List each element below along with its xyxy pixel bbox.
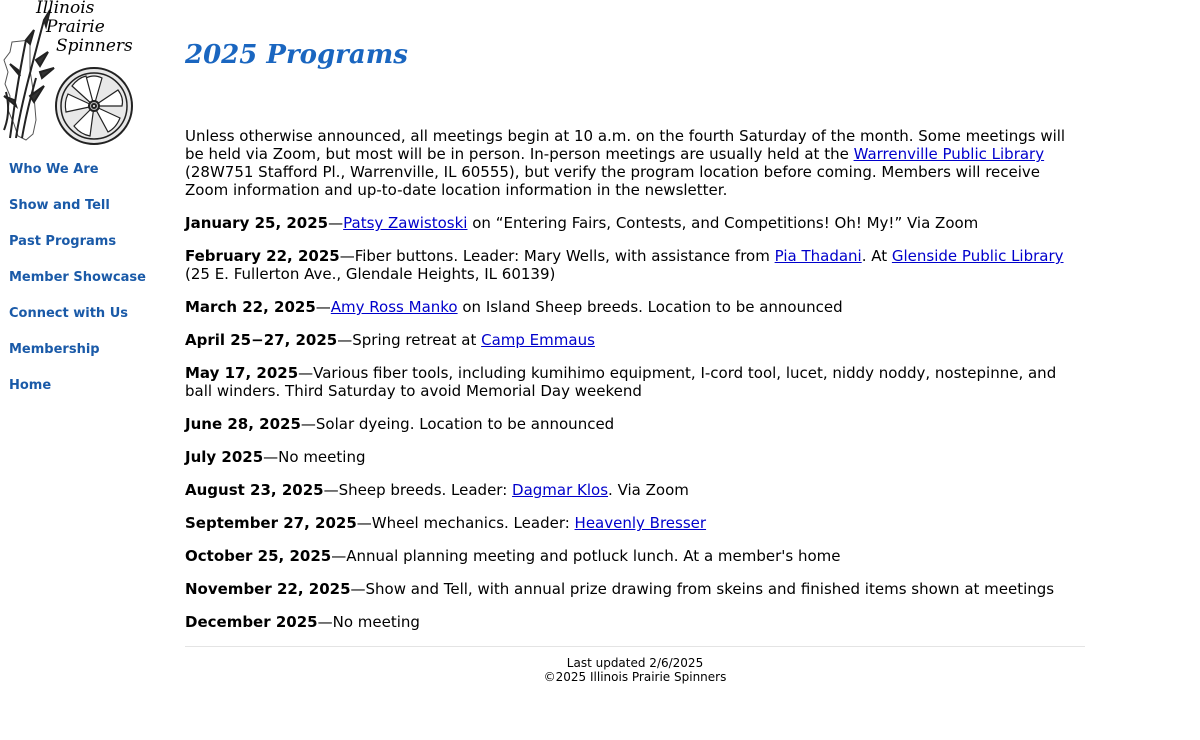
program-date: December 2025 — [185, 613, 318, 631]
program-date: July 2025 — [185, 448, 264, 466]
program-item — [185, 415, 1085, 433]
program-date: March 22, 2025 — [185, 298, 316, 316]
nav-membership[interactable]: Membership — [9, 342, 100, 357]
program-item — [185, 298, 1085, 316]
program-text: (25 E. Fullerton Ave., Glendale Heights, IL 60139) — [185, 265, 556, 283]
warrenville-library-link[interactable]: Warrenville Public Library — [853, 145, 1045, 163]
program-item — [185, 514, 1085, 532]
program-date: September 27, 2025 — [185, 514, 357, 532]
heavenly-bresser-link[interactable]: Heavenly Bresser — [574, 514, 707, 532]
program-item — [185, 481, 1085, 499]
program-text: —Sheep breeds. Leader: — [323, 481, 513, 499]
program-item — [185, 580, 1085, 598]
program-text: on “Entering Fairs, Contests, and Competitions! Oh! My!” Via Zoom — [467, 214, 979, 232]
program-text: — — [315, 298, 331, 316]
glenside-library-link[interactable]: Glenside Public Library — [891, 247, 1064, 265]
program-date: August 23, 2025 — [185, 481, 324, 499]
program-date: April 25−27, 2025 — [185, 331, 338, 349]
program-item — [185, 364, 1085, 400]
program-text: — — [328, 214, 344, 232]
copyright: ©2025 Illinois Prairie Spinners — [543, 670, 727, 684]
spinning-wheel-icon — [56, 68, 132, 144]
program-text: —Fiber buttons. Leader: Mary Wells, with assistance from — [339, 247, 775, 265]
nav-past-programs[interactable]: Past Programs — [9, 234, 117, 249]
program-date: November 22, 2025 — [185, 580, 351, 598]
program-date: May 17, 2025 — [185, 364, 299, 382]
program-item — [185, 448, 1085, 466]
site-logo[interactable] — [0, 0, 145, 150]
program-item — [185, 247, 1085, 283]
main-content — [185, 36, 1085, 684]
illinois-outline — [4, 40, 36, 140]
program-text: —Annual planning meeting and potluck lunch. At a member's home — [331, 547, 841, 565]
dagmar-klos-link[interactable]: Dagmar Klos — [512, 481, 609, 499]
logo-line-2: Prairie — [46, 17, 105, 37]
nav-home[interactable]: Home — [9, 378, 52, 393]
footer-divider — [185, 646, 1085, 647]
program-item — [185, 613, 1085, 631]
footer — [185, 656, 1085, 684]
program-item — [185, 214, 1085, 232]
program-text: —No meeting — [317, 613, 420, 631]
logo-line-3: Spinners — [56, 36, 133, 56]
patsy-zawistoski-link[interactable]: Patsy Zawistoski — [343, 214, 468, 232]
camp-emmaus-link[interactable]: Camp Emmaus — [481, 331, 595, 349]
program-date: January 25, 2025 — [185, 214, 329, 232]
program-date: February 22, 2025 — [185, 247, 340, 265]
program-text: . Via Zoom — [608, 481, 689, 499]
page-title: 2025 Programs — [185, 40, 408, 70]
program-text: —Spring retreat at — [337, 331, 482, 349]
program-text: —Solar dyeing. Location to be announced — [300, 415, 615, 433]
sidebar-nav — [9, 160, 169, 412]
program-text: on Island Sheep breeds. Location to be announced — [457, 298, 843, 316]
program-text: —Show and Tell, with annual prize drawing from skeins and finished items shown at meetings — [350, 580, 1055, 598]
pia-thadani-link[interactable]: Pia Thadani — [774, 247, 862, 265]
nav-connect-with-us[interactable]: Connect with Us — [9, 306, 128, 321]
nav-who-we-are[interactable]: Who We Are — [9, 162, 99, 177]
program-date: June 28, 2025 — [185, 415, 301, 433]
logo-line-1: Illinois — [36, 0, 95, 18]
amy-ross-manko-link[interactable]: Amy Ross Manko — [330, 298, 458, 316]
program-item — [185, 331, 1085, 349]
nav-show-and-tell[interactable]: Show and Tell — [9, 198, 110, 213]
intro-text: (28W751 Stafford Pl., Warrenville, IL 60555), but verify the program location before coming. Members will receive Zoom information and up-to-date location information in the newsletter. — [185, 163, 1041, 199]
intro-text: Unless otherwise announced, all meetings begin at 10 a.m. on the fourth Saturday of the month. Some meetings will be held via Zoom, but most will be in person. In-person meetings are usually held at the — [185, 127, 1066, 163]
program-text: —No meeting — [263, 448, 366, 466]
program-date: October 25, 2025 — [185, 547, 332, 565]
nav-member-showcase[interactable]: Member Showcase — [9, 270, 146, 285]
program-item — [185, 547, 1085, 565]
last-updated: Last updated 2/6/2025 — [566, 656, 704, 670]
program-text: . At — [861, 247, 892, 265]
program-text: —Wheel mechanics. Leader: — [356, 514, 575, 532]
program-text: —Various fiber tools, including kumihimo equipment, I-cord tool, lucet, niddy noddy, nostepinne, and ball winders. Third Saturday to avoid Memorial Day weekend — [185, 364, 1057, 400]
intro-paragraph — [185, 127, 1085, 199]
